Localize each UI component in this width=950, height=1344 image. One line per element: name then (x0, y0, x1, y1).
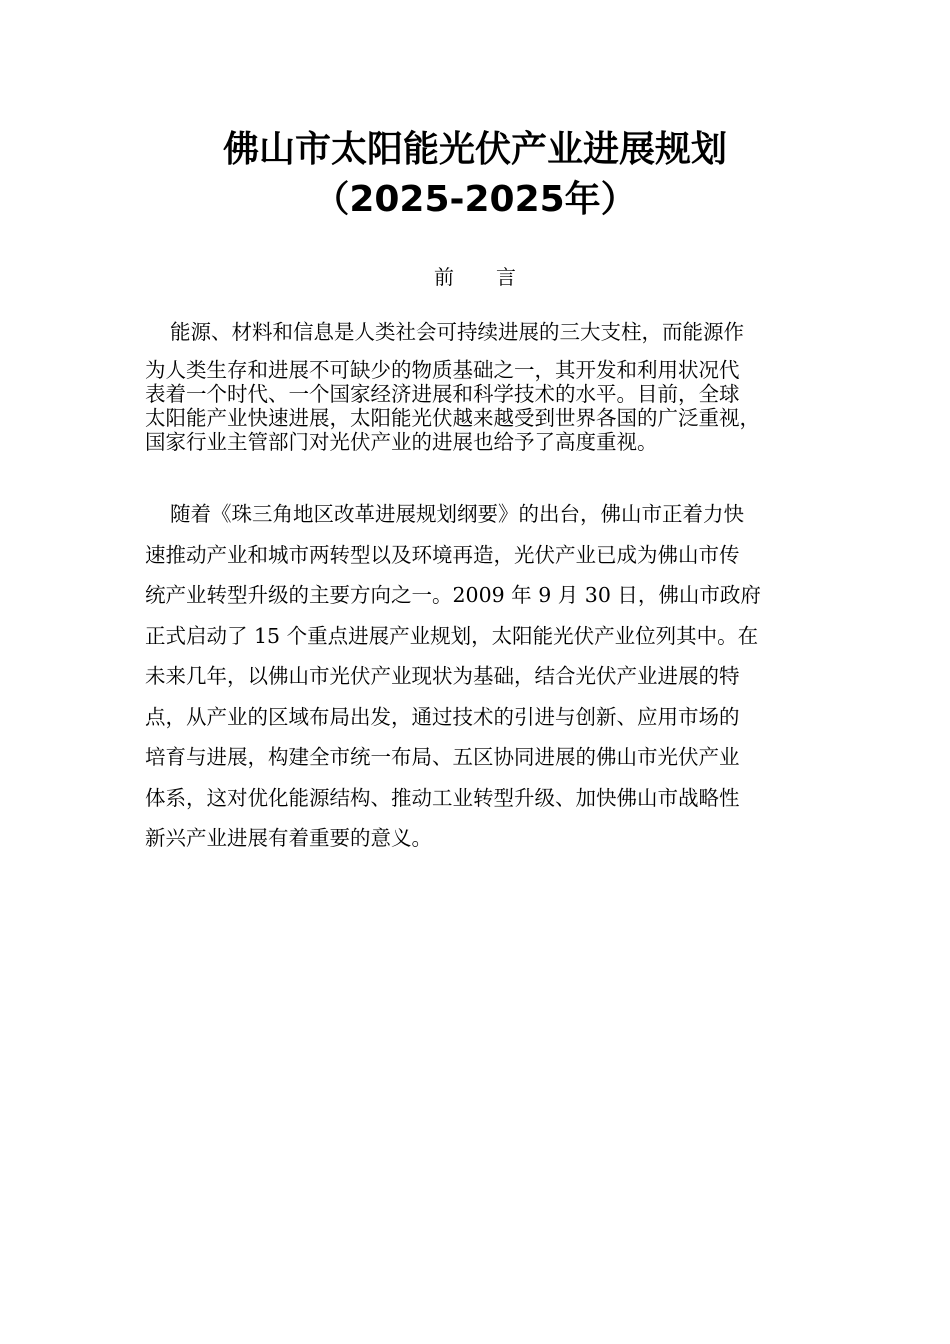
paragraph-line: 国家行业主管部门对光伏产业的进展也给予了高度重视。 (145, 430, 658, 454)
paragraph-line: 速推动产业和城市两转型以及环境再造，光伏产业已成为佛山市传 (145, 542, 740, 567)
paragraph-line: 统产业转型升级的主要方向之一。2009 年 9 月 30 日，佛山市政府 (145, 583, 761, 607)
preface-heading: 前言 (434, 265, 558, 289)
document-title-years: （2025-2025年） (313, 179, 637, 220)
paragraph-line: 表着一个时代、一个国家经济进展和科学技术的水平。目前，全球 (145, 382, 740, 406)
paragraph-line: 正式启动了 15 个重点进展产业规划，太阳能光伏产业位列其中。在 (145, 623, 759, 648)
paragraph-line: 随着《珠三角地区改革进展规划纲要》的出台，佛山市正着力快 (170, 502, 744, 526)
paragraph-line: 未来几年，以佛山市光伏产业现状为基础，结合光伏产业进展的特 (145, 664, 740, 688)
paragraph-1 (145, 320, 825, 454)
document-title: 佛山市太阳能光伏产业进展规划 (222, 129, 727, 170)
paragraph-line: 培育与进展，构建全市统一布局、五区协同进展的佛山市光伏产业 (145, 745, 740, 769)
paragraph-line: 体系，这对优化能源结构、推动工业转型升级、加快佛山市战略性 (145, 785, 740, 810)
paragraph-line: 太阳能产业快速进展，太阳能光伏越来越受到世界各国的广泛重视， (145, 406, 760, 430)
paragraph-line: 新兴产业进展有着重要的意义。 (145, 826, 432, 850)
paragraph-line: 点，从产业的区域布局出发，通过技术的引进与创新、应用市场的 (145, 704, 740, 729)
paragraph-line: 能源、材料和信息是人类社会可持续进展的三大支柱，而能源作 (170, 320, 744, 344)
paragraph-line: 为人类生存和进展不可缺少的物质基础之一，其开发和利用状况代 (145, 358, 740, 382)
paragraph-2 (145, 494, 825, 859)
